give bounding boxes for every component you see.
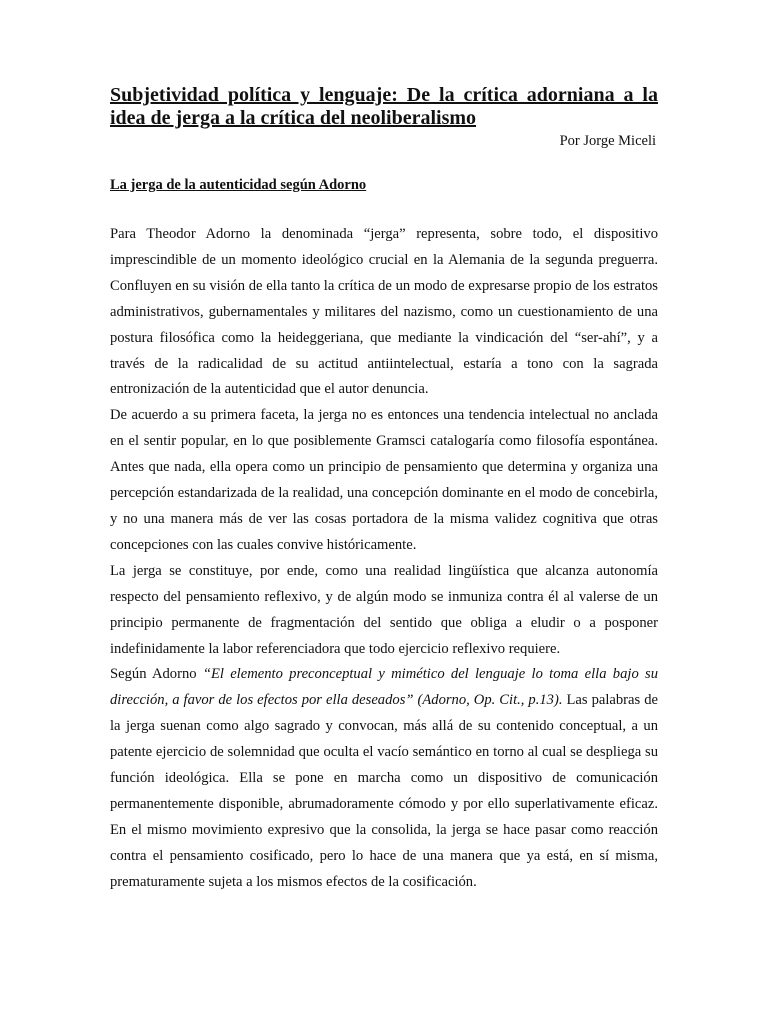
paragraph-4-intro: Según Adorno [110, 666, 203, 683]
paragraph-3: La jerga se constituye, por ende, como una realidad lingüística que alcanza autonomía respecto del pensamiento reflexivo, y de algún modo se inmuniza contra él al valerse de un principio permanente de fragmentación del sentido que obliga a eludir o a posponer indefinidamente la labor referenciadora que todo ejercicio reflexivo requiere. [110, 562, 658, 657]
paragraph-4 [110, 662, 658, 895]
section-heading: La jerga de la autenticidad según Adorno [110, 177, 367, 193]
document-body [110, 222, 658, 896]
paragraph-4-rest: Las palabras de la jerga suenan como algo sagrado y convocan, más allá de su contenido conceptual, a un patente ejercicio de solemnidad que oculta el vacío semántico en torno al cual se despliega su función ideológica. Ella se pone en marcha como un dispositivo de comunicación permanentemente disponible, abrumadoramente cómodo y por ello superlativamente eficaz. En el mismo movimiento expresivo que la consolida, la jerga se hace pasar como reacción contra el pensamiento cosificado, pero lo hace de una manera que ya está, en sí misma, prematuramente sujeta a los mismos efectos de la cosificación. [110, 692, 658, 890]
document-title: Subjetividad política y lenguaje: De la crítica adorniana a la idea de jerga a la crítica del neoliberalismo [110, 84, 658, 129]
adorno-quote: “El elemento preconceptual y mimético del lenguaje lo toma ella bajo su dirección, a favor de los efectos por ella deseados” (Adorno, Op. Cit., p.13). [110, 666, 658, 709]
paragraph-1: Para Theodor Adorno la denominada “jerga” representa, sobre todo, el dispositivo imprescindible de un momento ideológico crucial en la Alemania de la segunda preguerra. Confluyen en su visión de ella tanto la crítica de un modo de expresarse propio de los estratos administrativos, gubernamentales y militares del nazismo, como un cuestionamiento de una postura filosófica como la heideggeriana, que mediante la vindicación del “ser-ahí”, y a través de la radicalidad de su actitud antiintelectual, estaría a tono con la sagrada entronización de la autenticidad que el autor denuncia. [110, 226, 658, 398]
author-line: Por Jorge Miceli [559, 133, 656, 149]
paragraph-2: De acuerdo a su primera faceta, la jerga no es entonces una tendencia intelectual no anclada en el sentir popular, en lo que posiblemente Gramsci catalogaría como filosofía espontánea. Antes que nada, ella opera como un principio de pensamiento que determina y organiza una percepción estandarizada de la realidad, una concepción dominante en el modo de concebirla, y no una manera más de ver las cosas portadora de la misma validez cognitiva que otras concepciones con las cuales convive históricamente. [110, 407, 658, 553]
